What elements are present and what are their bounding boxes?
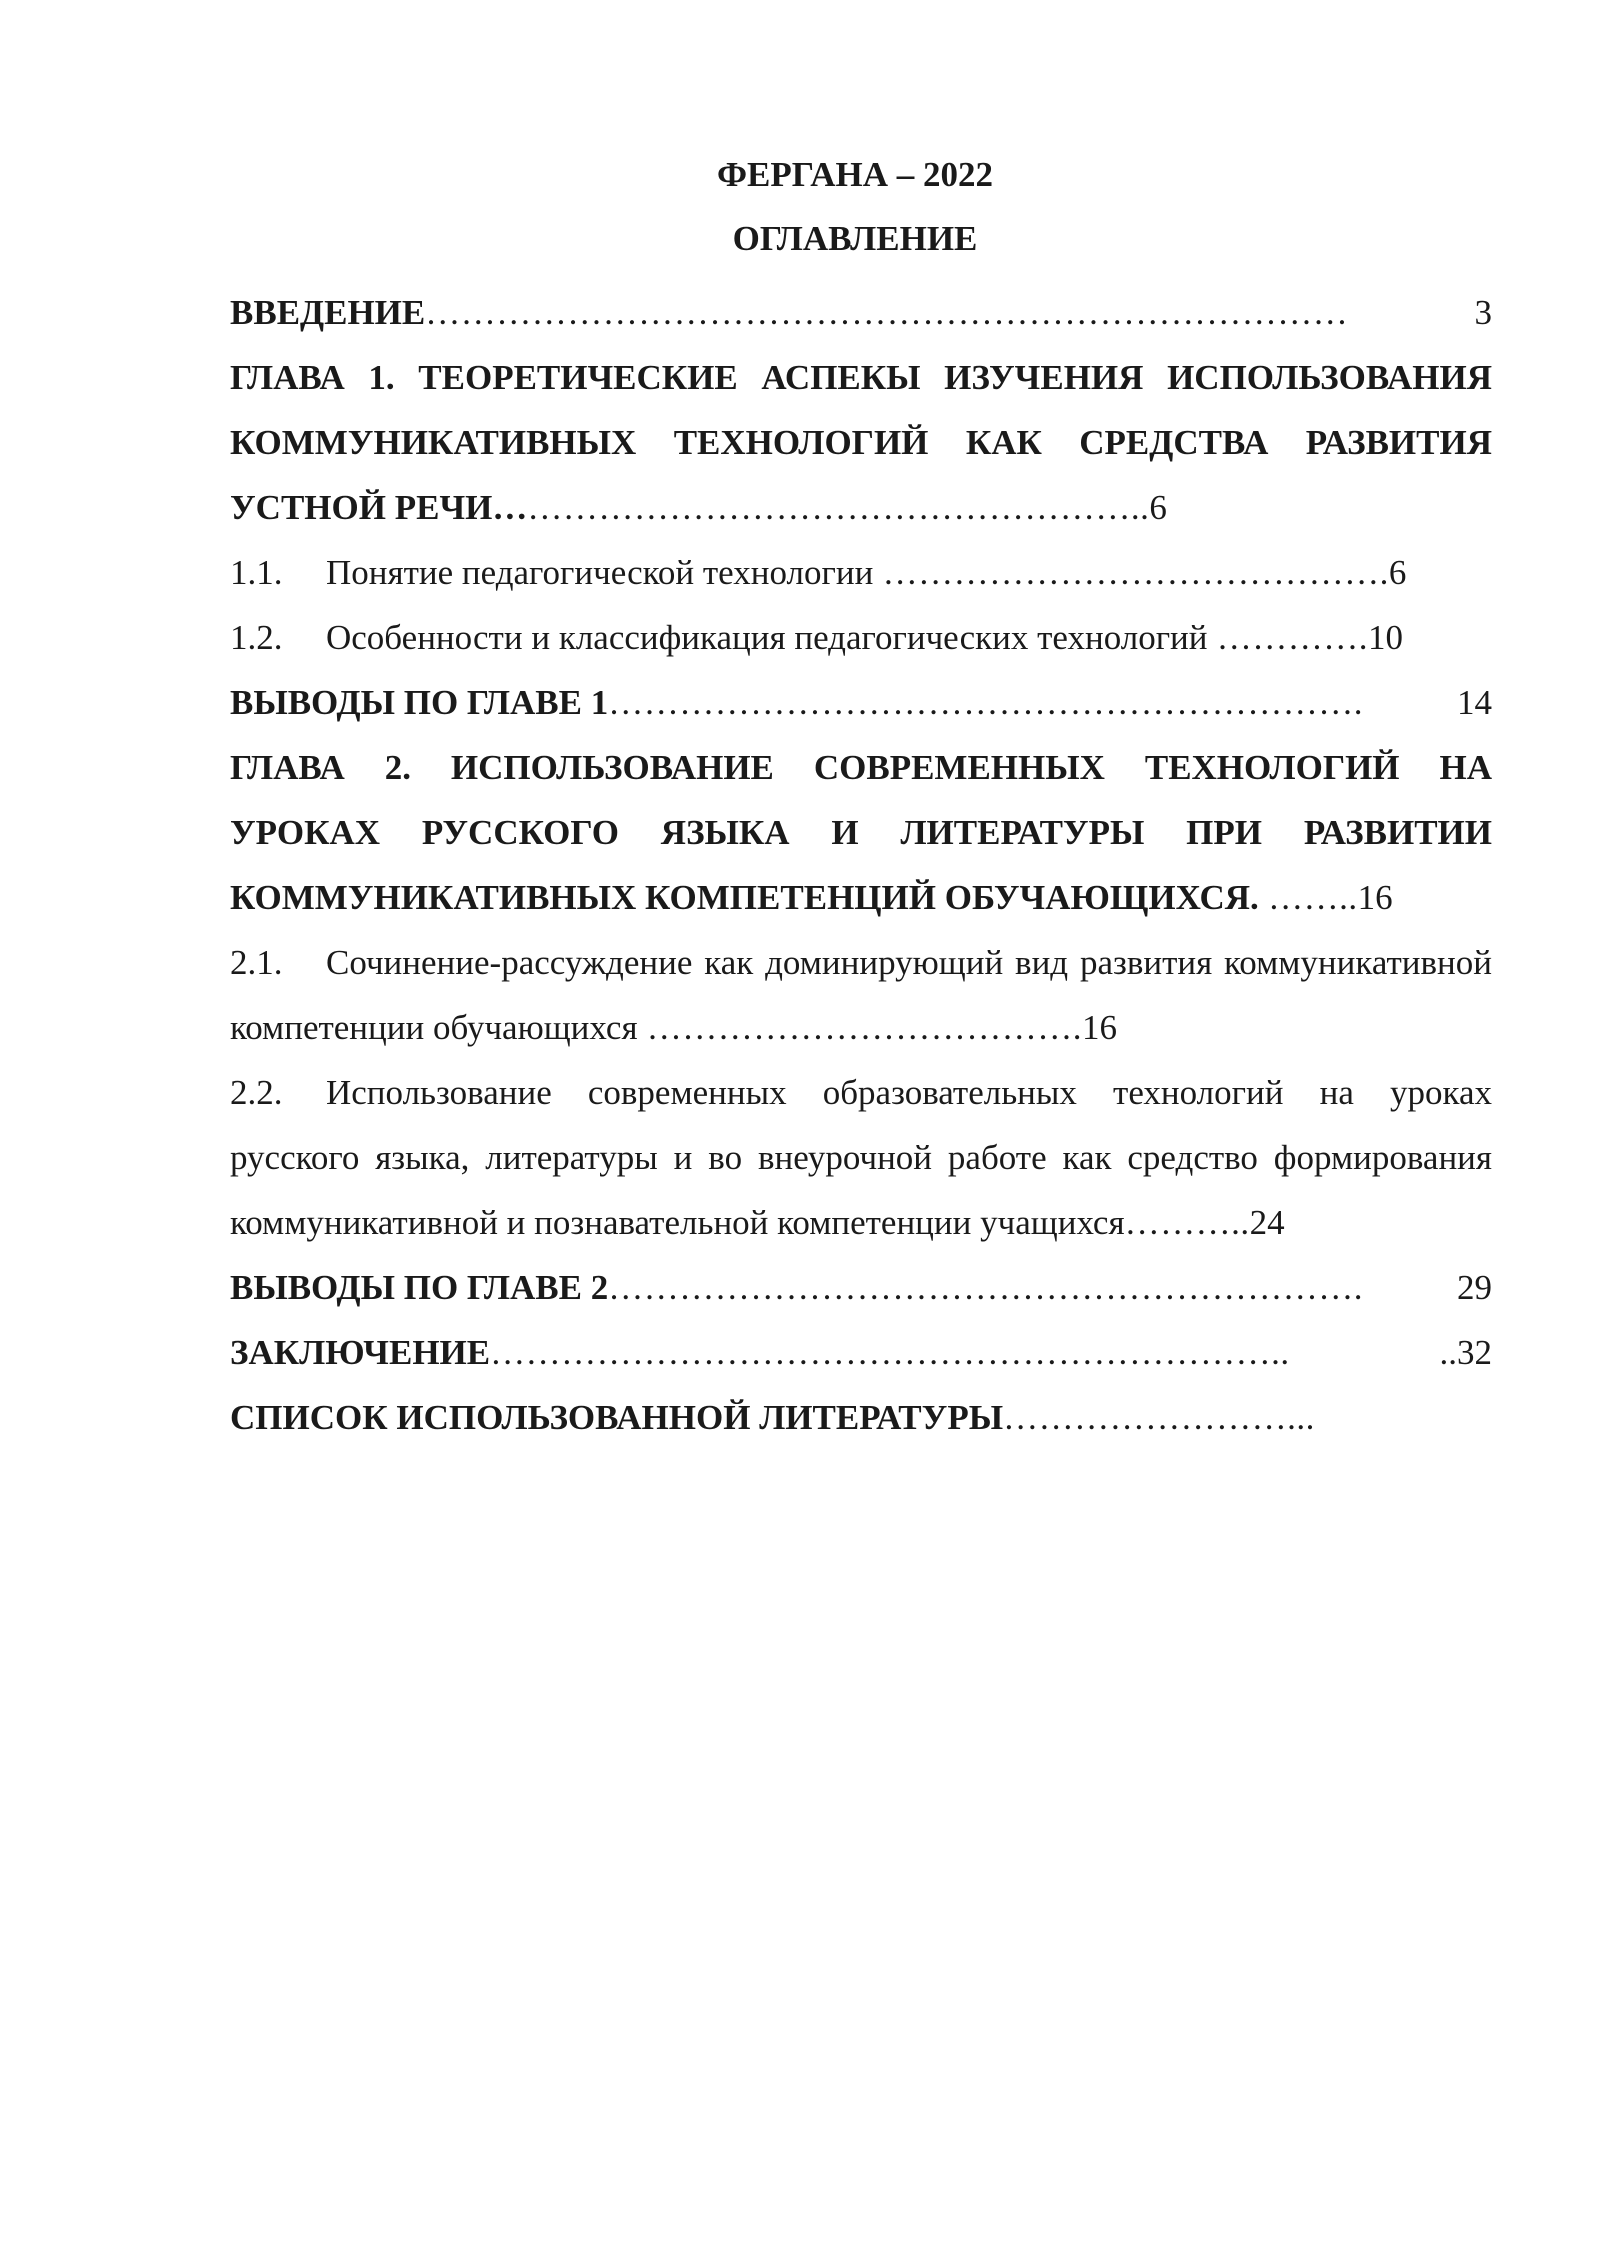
toc-entry-page: 6 xyxy=(1149,488,1167,527)
toc-entry[interactable] xyxy=(230,280,1492,345)
toc-entry-page: 10 xyxy=(1368,618,1404,657)
toc-entry-title: Использование современных образовательных технологий на уроках русского языка, литературы и во внеурочной работе как средство формирования коммуникативной и познавательной компетенции учащихся xyxy=(230,1073,1492,1242)
toc-title: ОГЛАВЛЕНИЕ xyxy=(732,219,978,258)
toc-entry-number: 2.2. xyxy=(230,1073,283,1112)
toc-entry-page: 14 xyxy=(1457,683,1492,722)
toc-entry-title: Сочинение-рассуждение как доминирующий вид развития коммуникативной компетенции обучающихся xyxy=(230,943,1492,1047)
toc-entry[interactable] xyxy=(230,540,1492,605)
toc-entry-title: ЗАКЛЮЧЕНИЕ xyxy=(230,1333,491,1372)
toc-entry-title: ВЫВОДЫ ПО ГЛАВЕ 1 xyxy=(230,683,609,722)
toc-entry[interactable] xyxy=(230,1060,1492,1255)
toc-entry-leader: ………………………………………………………….. xyxy=(490,1333,1290,1372)
toc-entry[interactable] xyxy=(230,735,1492,930)
toc-entry-title: Особенности и классификация педагогических технологий xyxy=(326,618,1208,657)
toc-entry[interactable] xyxy=(230,1385,1492,1450)
toc-entry-leader: ………………………………………………………. xyxy=(608,683,1363,722)
toc-entry-number: 1.2. xyxy=(230,618,283,657)
toc-entry-title: ВВЕДЕНИЕ xyxy=(230,293,426,332)
toc-entry-number: 2.1. xyxy=(230,943,283,982)
toc-entry-leader: …………. xyxy=(1207,618,1369,657)
toc-entry-title: СПИСОК ИСПОЛЬЗОВАННОЙ ЛИТЕРАТУРЫ xyxy=(230,1398,1004,1437)
toc-entry[interactable] xyxy=(230,670,1492,735)
toc-entry[interactable] xyxy=(230,1255,1492,1320)
toc-entry-leader: ………………………………………………………. xyxy=(608,1268,1363,1307)
toc-entry-page: 6 xyxy=(1388,553,1407,592)
toc-entry-leader: ……….. xyxy=(1124,1203,1250,1242)
toc-entry-page: 16 xyxy=(1082,1008,1118,1047)
toc-entry-page: 29 xyxy=(1457,1268,1492,1307)
city-year-heading: ФЕРГАНА – 2022 xyxy=(716,155,994,194)
toc-entry[interactable] xyxy=(230,1320,1492,1385)
toc-entry-page: 24 xyxy=(1249,1203,1285,1242)
toc-entry-page: 16 xyxy=(1357,878,1393,917)
toc-entry-page: ..32 xyxy=(1439,1333,1492,1372)
toc-entry[interactable] xyxy=(230,605,1492,670)
toc-entry-leader: …….. xyxy=(1258,878,1358,917)
toc-entry-title: Понятие педагогической технологии xyxy=(326,553,874,592)
toc-entry-leader: …………………………………………….. xyxy=(527,488,1150,527)
toc-entry-title: ГЛАВА 2. ИСПОЛЬЗОВАНИЕ СОВРЕМЕННЫХ ТЕХНОЛОГИЙ НА УРОКАХ РУССКОГО ЯЗЫКА И ЛИТЕРАТУРЫ ПРИ РАЗВИТИИ КОММУНИКАТИВНЫХ КОМПЕТЕНЦИЙ ОБУЧАЮЩИХСЯ. xyxy=(230,748,1492,917)
toc-entry[interactable] xyxy=(230,930,1492,1060)
toc-entry-page: 3 xyxy=(1474,293,1492,332)
toc-entry[interactable] xyxy=(230,345,1492,540)
toc-entry-leader: ……………………………………. xyxy=(873,553,1389,592)
toc-entry-leader: ………………………………. xyxy=(637,1008,1083,1047)
toc-entry-title: ВЫВОДЫ ПО ГЛАВЕ 2 xyxy=(230,1268,609,1307)
toc-entry-leader: ……………………... xyxy=(1003,1398,1315,1437)
toc-entry-title: ГЛАВА 1. ТЕОРЕТИЧЕСКИЕ АСПЕКЫ ИЗУЧЕНИЯ ИСПОЛЬЗОВАНИЯ КОММУНИКАТИВНЫХ ТЕХНОЛОГИЙ КАК СРЕДСТВА РАЗВИТИЯ УСТНОЙ РЕЧИ… xyxy=(230,358,1492,527)
table-of-contents xyxy=(230,280,1492,1450)
toc-entry-number: 1.1. xyxy=(230,553,283,592)
toc-entry-leader: …………………………………………………………………… xyxy=(425,293,1349,332)
